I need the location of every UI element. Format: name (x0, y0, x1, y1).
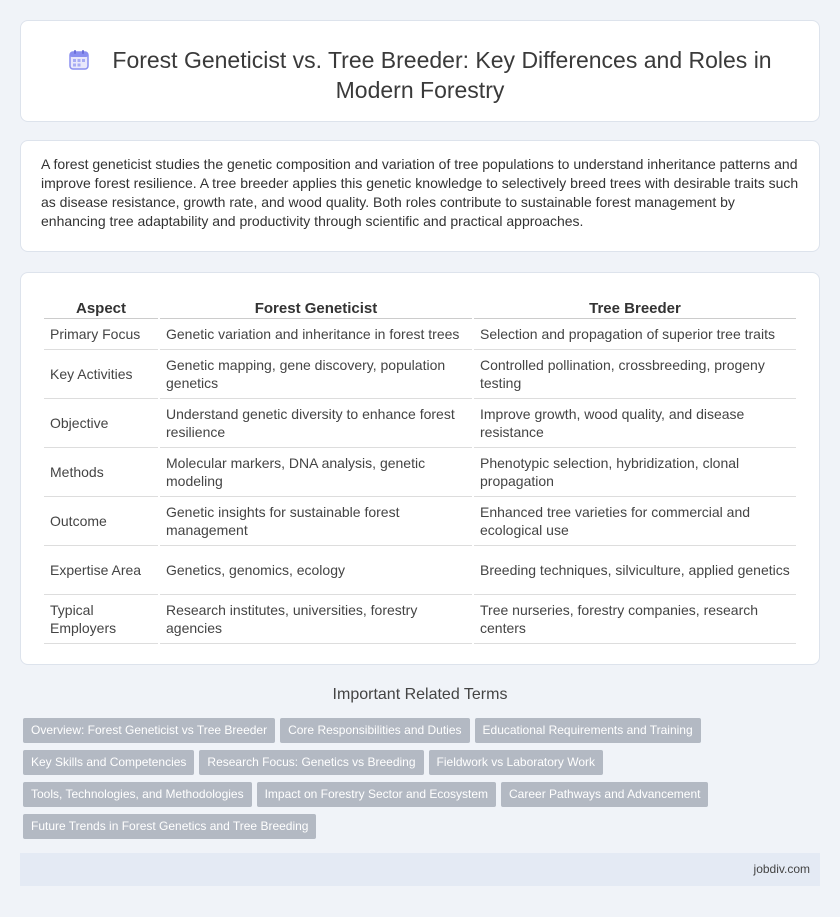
cell-forest-geneticist: Research institutes, universities, forestry agencies (160, 595, 472, 644)
table-row (44, 448, 796, 497)
tag-row (23, 750, 743, 782)
footer (20, 853, 820, 886)
header-tree-breeder: Tree Breeder (474, 295, 796, 319)
cell-tree-breeder: Breeding techniques, silviculture, applied genetics (474, 546, 796, 595)
related-term-tag[interactable]: Research Focus: Genetics vs Breeding (199, 750, 423, 775)
related-terms-heading: Important Related Terms (332, 686, 508, 703)
cell-forest-geneticist: Molecular markers, DNA analysis, genetic modeling (160, 448, 472, 497)
cell-tree-breeder: Selection and propagation of superior tree traits (474, 319, 796, 350)
related-term-tag[interactable]: Overview: Forest Geneticist vs Tree Breeder (23, 718, 275, 743)
related-term-tag[interactable]: Core Responsibilities and Duties (280, 718, 469, 743)
table-row (44, 595, 796, 644)
page-title: Forest Geneticist vs. Tree Breeder: Key Differences and Roles in Modern Forestry (112, 47, 772, 103)
comparison-table (42, 295, 798, 644)
cell-aspect: Outcome (44, 497, 158, 546)
related-term-tag[interactable]: Future Trends in Forest Genetics and Tree Breeding (23, 814, 316, 839)
comparison-table-card (20, 272, 820, 665)
cell-tree-breeder: Phenotypic selection, hybridization, clonal propagation (474, 448, 796, 497)
table-row (44, 497, 796, 546)
cell-aspect: Methods (44, 448, 158, 497)
cell-aspect: Typical Employers (44, 595, 158, 644)
table-row (44, 350, 796, 399)
cell-forest-geneticist: Genetic mapping, gene discovery, population genetics (160, 350, 472, 399)
cell-aspect: Key Activities (44, 350, 158, 399)
header-forest-geneticist: Forest Geneticist (160, 295, 472, 319)
cell-aspect: Primary Focus (44, 319, 158, 350)
cell-tree-breeder: Controlled pollination, crossbreeding, progeny testing (474, 350, 796, 399)
footer-site-link[interactable]: jobdiv.com (753, 862, 810, 876)
cell-tree-breeder: Improve growth, wood quality, and disease resistance (474, 399, 796, 448)
table-row (44, 546, 796, 595)
tag-row (23, 814, 743, 846)
cell-forest-geneticist: Genetics, genomics, ecology (160, 546, 472, 595)
intro-paragraph: A forest geneticist studies the genetic composition and variation of tree populations to understand inheritance patterns and improve forest resilience. A tree breeder applies this genetic knowledge to selectively breed trees with desirable traits such as disease resistance, growth rate, and wood quality. Both roles contribute to sustainable forest management by enhancing tree adaptability and productivity through scientific and practical approaches. (41, 156, 799, 229)
related-terms-list (23, 718, 743, 846)
calendar-icon (68, 48, 90, 70)
table-row (44, 319, 796, 350)
related-term-tag[interactable]: Key Skills and Competencies (23, 750, 194, 775)
related-term-tag[interactable]: Career Pathways and Advancement (501, 782, 708, 807)
table-header-row (44, 295, 796, 319)
related-term-tag[interactable]: Fieldwork vs Laboratory Work (429, 750, 604, 775)
cell-forest-geneticist: Understand genetic diversity to enhance forest resilience (160, 399, 472, 448)
tag-row (23, 782, 743, 814)
intro-card (20, 140, 820, 252)
cell-forest-geneticist: Genetic variation and inheritance in forest trees (160, 319, 472, 350)
cell-tree-breeder: Enhanced tree varieties for commercial and ecological use (474, 497, 796, 546)
title-card (20, 20, 820, 122)
cell-tree-breeder: Tree nurseries, forestry companies, research centers (474, 595, 796, 644)
related-term-tag[interactable]: Tools, Technologies, and Methodologies (23, 782, 252, 807)
header-aspect: Aspect (44, 295, 158, 319)
cell-aspect: Expertise Area (44, 546, 158, 595)
related-term-tag[interactable]: Impact on Forestry Sector and Ecosystem (257, 782, 496, 807)
cell-aspect: Objective (44, 399, 158, 448)
cell-forest-geneticist: Genetic insights for sustainable forest management (160, 497, 472, 546)
tag-row (23, 718, 743, 750)
table-row (44, 399, 796, 448)
related-term-tag[interactable]: Educational Requirements and Training (475, 718, 701, 743)
